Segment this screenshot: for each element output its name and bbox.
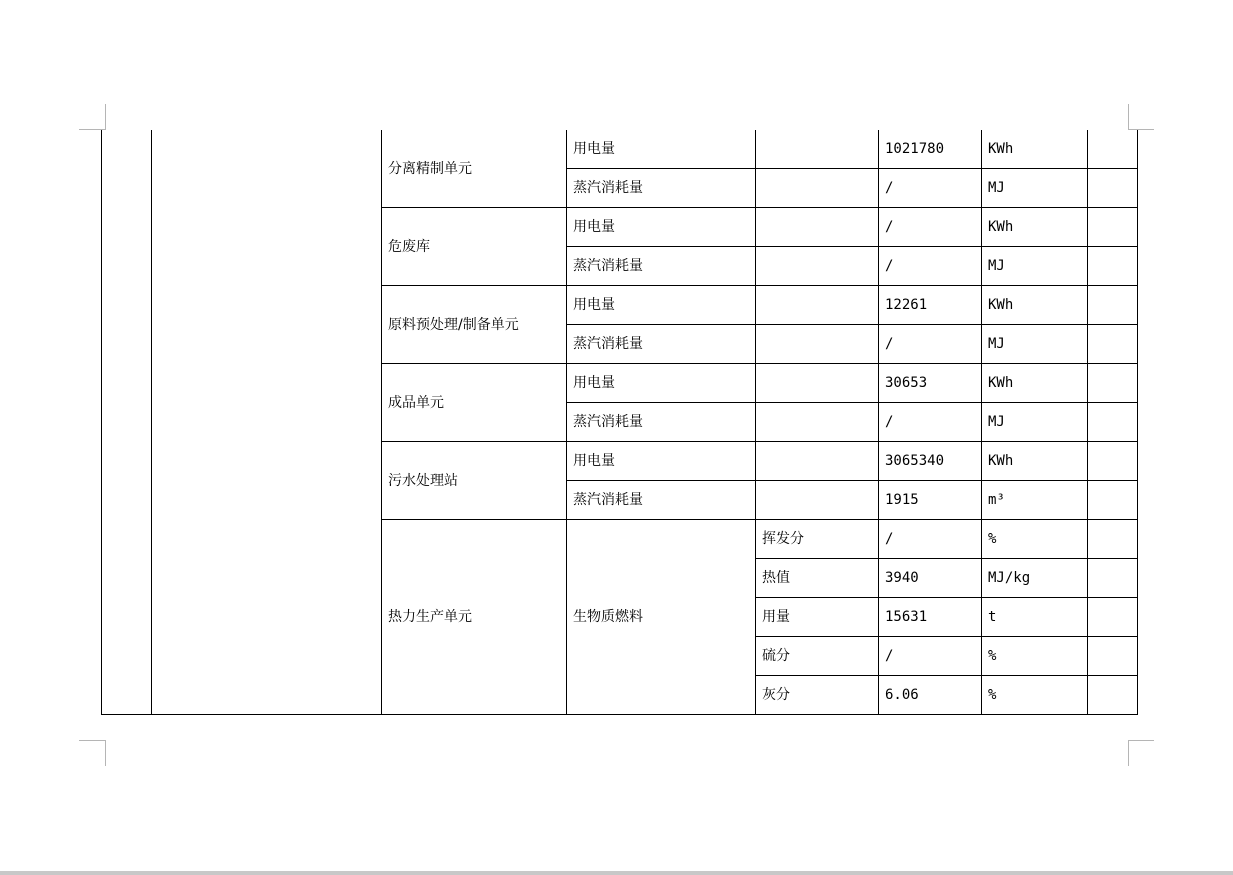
index-cell — [102, 130, 152, 715]
value-cell: 6.06 — [879, 676, 982, 715]
item-cell: 蒸汽消耗量 — [567, 403, 756, 442]
item-cell: 用电量 — [567, 286, 756, 325]
sub-item-cell: 灰分 — [756, 676, 879, 715]
item-cell: 用电量 — [567, 208, 756, 247]
value-cell: / — [879, 169, 982, 208]
unit-cell: t — [982, 598, 1088, 637]
sub-item-cell: 用量 — [756, 598, 879, 637]
note-cell — [1088, 598, 1138, 637]
note-cell — [1088, 481, 1138, 520]
value-cell: / — [879, 208, 982, 247]
value-cell: / — [879, 520, 982, 559]
value-cell: 1021780 — [879, 130, 982, 169]
unit-cell: % — [982, 520, 1088, 559]
sub-item-cell: 硫分 — [756, 637, 879, 676]
unit-cell: KWh — [982, 286, 1088, 325]
value-cell: / — [879, 403, 982, 442]
note-cell — [1088, 247, 1138, 286]
sub-item-cell — [756, 286, 879, 325]
unit-cell: KWh — [982, 130, 1088, 169]
sub-item-cell — [756, 169, 879, 208]
item-cell: 蒸汽消耗量 — [567, 169, 756, 208]
item-cell: 蒸汽消耗量 — [567, 481, 756, 520]
sub-item-cell — [756, 403, 879, 442]
note-cell — [1088, 130, 1138, 169]
note-cell — [1088, 676, 1138, 715]
crop-mark-bottom-right — [1128, 740, 1154, 741]
unit-name-cell: 污水处理站 — [382, 442, 567, 520]
note-cell — [1088, 325, 1138, 364]
unit-cell: MJ/kg — [982, 559, 1088, 598]
sub-item-cell — [756, 247, 879, 286]
item-cell: 生物质燃料 — [567, 520, 756, 715]
sub-item-cell — [756, 325, 879, 364]
note-cell — [1088, 208, 1138, 247]
unit-cell: % — [982, 637, 1088, 676]
unit-cell: MJ — [982, 247, 1088, 286]
crop-mark-top-left — [105, 104, 106, 130]
sub-item-cell: 热值 — [756, 559, 879, 598]
note-cell — [1088, 637, 1138, 676]
note-cell — [1088, 403, 1138, 442]
sub-item-cell — [756, 130, 879, 169]
unit-cell: MJ — [982, 325, 1088, 364]
item-cell: 蒸汽消耗量 — [567, 325, 756, 364]
item-cell: 蒸汽消耗量 — [567, 247, 756, 286]
item-cell: 用电量 — [567, 442, 756, 481]
crop-mark-bottom-left — [79, 740, 105, 741]
value-cell: / — [879, 247, 982, 286]
note-cell — [1088, 169, 1138, 208]
value-cell: / — [879, 637, 982, 676]
sub-item-cell — [756, 208, 879, 247]
unit-cell: % — [982, 676, 1088, 715]
value-cell: 12261 — [879, 286, 982, 325]
value-cell: 1915 — [879, 481, 982, 520]
value-cell: 3065340 — [879, 442, 982, 481]
unit-cell: KWh — [982, 364, 1088, 403]
unit-cell: KWh — [982, 442, 1088, 481]
note-cell — [1088, 520, 1138, 559]
unit-cell: m³ — [982, 481, 1088, 520]
sub-item-cell — [756, 481, 879, 520]
unit-name-cell: 成品单元 — [382, 364, 567, 442]
value-cell: 3940 — [879, 559, 982, 598]
value-cell: 30653 — [879, 364, 982, 403]
note-cell — [1088, 364, 1138, 403]
crop-mark-bottom-right — [1128, 740, 1129, 766]
table-row — [102, 130, 1138, 169]
category-cell — [152, 130, 382, 715]
note-cell — [1088, 559, 1138, 598]
unit-name-cell: 分离精制单元 — [382, 130, 567, 208]
item-cell: 用电量 — [567, 364, 756, 403]
value-cell: / — [879, 325, 982, 364]
unit-name-cell: 热力生产单元 — [382, 520, 567, 715]
viewer-bottom-bar — [0, 871, 1233, 875]
value-cell: 15631 — [879, 598, 982, 637]
unit-name-cell: 原料预处理/制备单元 — [382, 286, 567, 364]
sub-item-cell: 挥发分 — [756, 520, 879, 559]
note-cell — [1088, 286, 1138, 325]
unit-cell: MJ — [982, 169, 1088, 208]
unit-name-cell: 危废库 — [382, 208, 567, 286]
crop-mark-top-right — [1128, 104, 1129, 130]
sub-item-cell — [756, 442, 879, 481]
item-cell: 用电量 — [567, 130, 756, 169]
unit-cell: KWh — [982, 208, 1088, 247]
crop-mark-bottom-left — [105, 740, 106, 766]
note-cell — [1088, 442, 1138, 481]
sub-item-cell — [756, 364, 879, 403]
unit-cell: MJ — [982, 403, 1088, 442]
energy-consumption-table — [101, 130, 1138, 715]
